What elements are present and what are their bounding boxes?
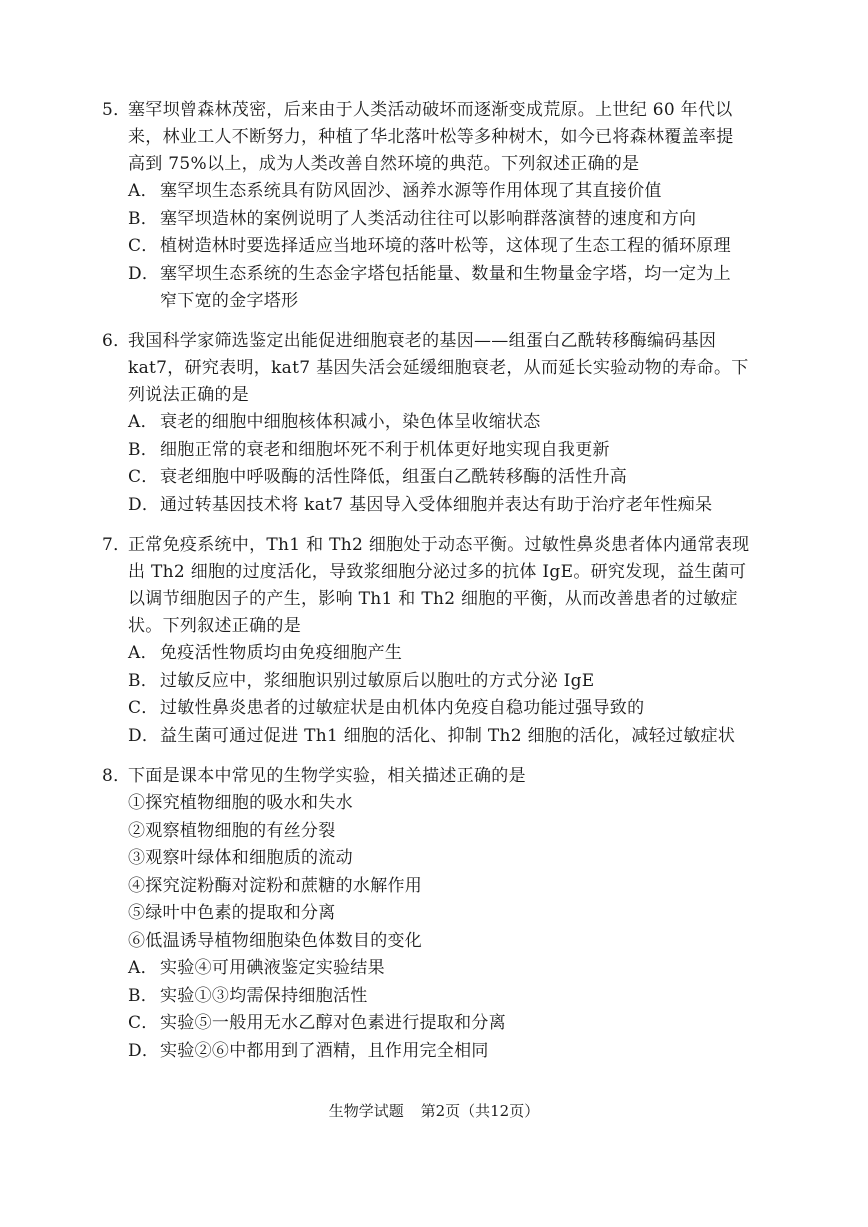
option-a: A． 塞罕坝生态系统具有防风固沙、涵养水源等作用体现了其直接价值: [128, 181, 662, 201]
footer-subject: 生物学试题: [328, 1102, 404, 1120]
question-stem-line: 列说法正确的是: [128, 385, 250, 405]
question-stem-line: 以调节细胞因子的产生，影响 Th1 和 Th2 细胞的平衡，从而改善患者的过敏症: [128, 589, 738, 609]
page-footer: [0, 1101, 868, 1121]
question-stem-line: 5．塞罕坝曾森林茂密，后来由于人类活动破坏而逐渐变成荒原。上世纪 60 年代以: [102, 97, 792, 124]
question-stem-line: 出 Th2 细胞的过度活化，导致浆细胞分泌过多的抗体 IgE。研究发现，益生菌可: [128, 562, 747, 582]
option-a: A． 实验④可用碘液鉴定实验结果: [128, 958, 385, 978]
question-number: 5．: [102, 100, 131, 120]
question-stem-line: 7．正常免疫系统中，Th1 和 Th2 细胞处于动态平衡。过敏性鼻炎患者体内通常表现: [102, 532, 792, 559]
option-d: D．实验②⑥中都用到了酒精，且作用完全相同: [128, 1040, 489, 1061]
experiment-item-4: ④探究淀粉酶对淀粉和蔗糖的水解作用: [128, 875, 423, 896]
question-number: 6．: [102, 331, 131, 351]
option-d: D．通过转基因技术将 kat7 基因导入受体细胞并表达有助于治疗老年性痴呆: [128, 494, 713, 515]
option-c: C．过敏性鼻炎患者的过敏症状是由机体内免疫自稳功能过强导致的: [128, 698, 645, 718]
experiment-item-5: ⑤绿叶中色素的提取和分离: [128, 903, 336, 923]
option-b: B． 细胞正常的衰老和细胞坏死不利于机体更好地实现自我更新: [128, 439, 610, 460]
option-b: B． 塞罕坝造林的案例说明了人类活动往往可以影响群落演替的速度和方向: [128, 208, 697, 229]
question-5: [102, 97, 792, 316]
option-b: B． 过敏反应中，浆细胞识别过敏原后以胞吐的方式分泌 IgE: [128, 670, 595, 691]
option-c: C．实验⑤一般用无水乙醇对色素进行提取和分离: [128, 1013, 506, 1033]
question-6: [102, 328, 792, 519]
experiment-item-2: ②观察植物细胞的有丝分裂: [128, 820, 336, 841]
question-stem-line: 状。下列叙述正确的是: [128, 616, 301, 636]
option-d: D．塞罕坝生态系统的生态金字塔包括能量、数量和生物量金字塔，均一定为上: [128, 263, 731, 284]
option-c: C．衰老细胞中呼吸酶的活性降低，组蛋白乙酰转移酶的活性升高: [128, 467, 628, 487]
option-a: A． 免疫活性物质均由免疫细胞产生: [128, 643, 403, 663]
option-b: B． 实验①③均需保持细胞活性: [128, 985, 368, 1006]
option-c: C．植树造林时要选择适应当地环境的落叶松等，这体现了生态工程的循环原理: [128, 236, 731, 256]
option-a: A． 衰老的细胞中细胞核体积减小，染色体呈收缩状态: [128, 412, 541, 432]
option-d: D．益生菌可通过促进 Th1 细胞的活化、抑制 Th2 细胞的活化，减轻过敏症状: [128, 725, 736, 746]
option-d-continued: 窄下宽的金字塔形: [160, 291, 299, 311]
experiment-item-1: ①探究植物细胞的吸水和失水: [128, 793, 353, 813]
question-stem-line: kat7，研究表明，kat7 基因失活会延缓细胞衰老，从而延长实验动物的寿命。下: [128, 358, 749, 378]
experiment-item-3: ③观察叶绿体和细胞质的流动: [128, 848, 353, 868]
question-stem-line: 6．我国科学家筛选鉴定出能促进细胞衰老的基因——组蛋白乙酰转移酶编码基因: [102, 328, 792, 355]
question-number: 7．: [102, 535, 131, 555]
footer-page-number: 第2页（共12页）: [420, 1102, 540, 1120]
question-stem-line: 高到 75%以上，成为人类改善自然环境的典范。下列叙述正确的是: [128, 154, 640, 174]
experiment-item-6: ⑥低温诱导植物细胞染色体数目的变化: [128, 930, 423, 951]
question-7: [102, 532, 792, 750]
question-stem-line: 8．下面是课本中常见的生物学实验，相关描述正确的是: [102, 763, 792, 790]
question-stem-line: 来，林业工人不断努力，种植了华北落叶松等多种树木，如今已将森林覆盖率提: [128, 127, 734, 147]
question-8: [102, 763, 792, 1065]
question-number: 8．: [102, 766, 131, 786]
